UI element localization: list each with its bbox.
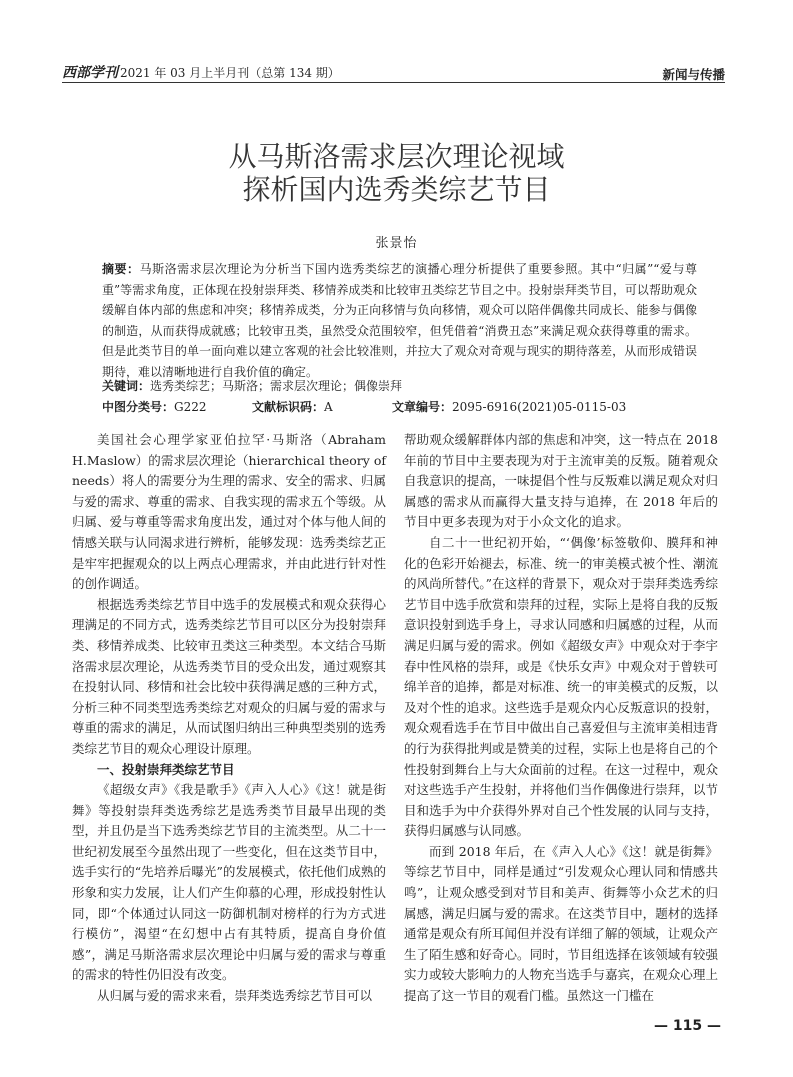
right-column	[404, 430, 718, 1007]
abstract-text: 马斯洛需求层次理论为分析当下国内选秀类综艺的演播心理分析提供了重要参照。其中“归属”“爱与尊重”等需求角度，正体现在投射崇拜类、移情养成类和比较审丑类综艺节目之中。投射崇拜类节目，可以帮助观众缓解自体内部的焦虑和冲突；移情养成类，分为正向移情与负向移情，观众可以陪伴偶像共同成长、能参与偶像的制造，从而获得成就感；比较审丑类，虽然受众范围较窄，但凭借着“消费丑态”来满足观众获得尊重的需求。但是此类节目的单一面向难以建立客观的社会比较准则，并拉大了观众对奇观与现实的期待落差，从而形成错误期待，难以清晰地进行自我价值的确定。	[102, 262, 697, 379]
abstract-label: 摘要：	[102, 262, 140, 276]
keywords-text: 选秀类综艺；马斯洛；需求层次理论；偶像崇拜	[150, 379, 403, 393]
article-no-label: 文章编号：	[392, 400, 453, 414]
issue-info: 2021 年 03 月上半月刊（总第 134 期）	[120, 66, 340, 80]
paper-title	[0, 140, 793, 206]
keywords-label: 关键词：	[102, 379, 151, 393]
paragraph: 《超级女声》《我是歌手》《声入人心》《这！就是街舞》等投射崇拜类选秀综艺是选秀类节目最早出现的类型，并且仍是当下选秀类综艺节目的主流类型。从二十一世纪初发展至今虽然出现了一些变化，但在这类节目中，选手实行的“先培养后曝光”的发展模式，依托他们成熟的形象和实力发展，让人们产生仰慕的心理，形成投射性认同，即“个体通过认同这一防御机制对榜样的行为方式进行模仿”，渴望“在幻想中占有其特质，提高自身价值感”，满足马斯洛需求层次理论中归属与爱的需求与尊重的需求的特性仍旧没有改变。	[72, 782, 386, 983]
article-no-value: 2095-6916(2021)05-0115-03	[452, 400, 627, 414]
keywords	[102, 377, 697, 394]
journal-name: 西部学刊	[62, 65, 118, 81]
paragraph: 而到 2018 年后，在《声入人心》《这！就是街舞》等综艺节目中，同样是通过“引发观众心理认同和情感共鸣”，让观众感受到对节目和美声、街舞等小众艺术的归属感，满足归属与爱的需求。在这类节目中，题材的选择通常是观众有所耳闻但并没有详细了解的领域，让观众产生了陌生感和好奇心。同时，节目组选择在该领域有较强实力或较大影响力的人物充当选手与嘉宾，在观众心理上提高了这一节目的观看门槛。虽然这一门槛在	[404, 843, 718, 1004]
section-name: 新闻与传播	[662, 67, 725, 82]
author: 张景怡	[375, 236, 418, 251]
page-number: — 115 —	[654, 1018, 721, 1034]
clc-label: 中图分类号：	[102, 400, 175, 414]
paragraph: 根据选秀类综艺节目中选手的发展模式和观众获得心理满足的不同方式，选秀类综艺节目可以区分为投射崇拜类、移情养成类、比较审丑类这三种类型。本文结合马斯洛需求层次理论，从选秀类节目的受众出发，通过观察其在投射认同、移情和社会比较中获得满足感的三种方式，分析三种不同类型选秀类综艺对观众的归属与爱的需求与尊重的需求的满足，从而试图归纳出三种典型类别的选秀类综艺节目的观众心理设计原理。	[72, 596, 386, 756]
section-heading: 一、投射崇拜类综艺节目	[97, 761, 235, 777]
left-column	[72, 430, 386, 1007]
clc-value: G222	[174, 400, 207, 414]
running-header	[62, 60, 725, 82]
title-line-1: 从马斯洛需求层次理论视域	[228, 140, 565, 173]
paragraph: 自二十一世纪初开始，“‘偶像’标签敬仰、膜拜和神化的色彩开始褪去，标准、统一的审美模式被个性、潮流的风尚所替代。”在这样的背景下，观众对于崇拜类选秀综艺节目中选手欣赏和崇拜的过程，实际上是将自我的反叛意识投射到选手身上，寻求认同感和归属感的过程，从而满足归属与爱的需求。例如《超级女声》中观众对于李宇春中性风格的崇拜，或是《快乐女声》中观众对于曾轶可绵羊音的追捧，都是对标准、统一的审美模式的反叛，以及对个性的追求。这些选手是观众内心反叛意识的投射，观众观看选手在节目中做出自己喜爱但与主流审美相违背的行为获得批判或是赞美的过程，实际上也是将自己的个性投射到舞台上与大众面前的过程。在这一过程中，观众对这些选手产生投射，并将他们当作偶像进行崇拜，以节目和选手为中介获得外界对自己个性发展的认同与支持，获得归属感与认同感。	[404, 534, 718, 839]
classification-line	[102, 398, 697, 415]
doc-code-value: A	[324, 400, 333, 414]
paragraph: 帮助观众缓解群体内部的焦虑和冲突，这一特点在 2018 年前的节目中主要表现为对于主流审美的反叛。随着观众自我意识的提高，一味提倡个性与反叛难以满足观众对归属感的需求从而赢得大量支持与追捧，在 2018 年后的节目中更多表现为对于小众文化的追求。	[404, 432, 718, 530]
title-line-2: 探析国内选秀类综艺节目	[242, 173, 551, 206]
abstract	[102, 259, 697, 382]
doc-code-label: 文献标识码：	[252, 400, 325, 414]
paragraph: 从归属与爱的需求来看，崇拜类选秀综艺节目可以	[97, 988, 373, 1004]
header-divider	[62, 82, 725, 83]
paragraph: 美国社会心理学家亚伯拉罕·马斯洛（Abraham H.Maslow）的需求层次理论（hierarchical theory of needs）将人的需要分为生理的需求、安全的需求、归属与爱的需求、尊重的需求、自我实现的需求五个等级。从归属、爱与尊重等需求角度出发，通过对个体与他人间的情感关联与认同渴求进行辨析，能够发现：选秀类综艺正是牢牢把握观众的以上两点心理需求，并由此进行针对性的创作调适。	[72, 432, 386, 592]
header-left	[62, 62, 340, 82]
